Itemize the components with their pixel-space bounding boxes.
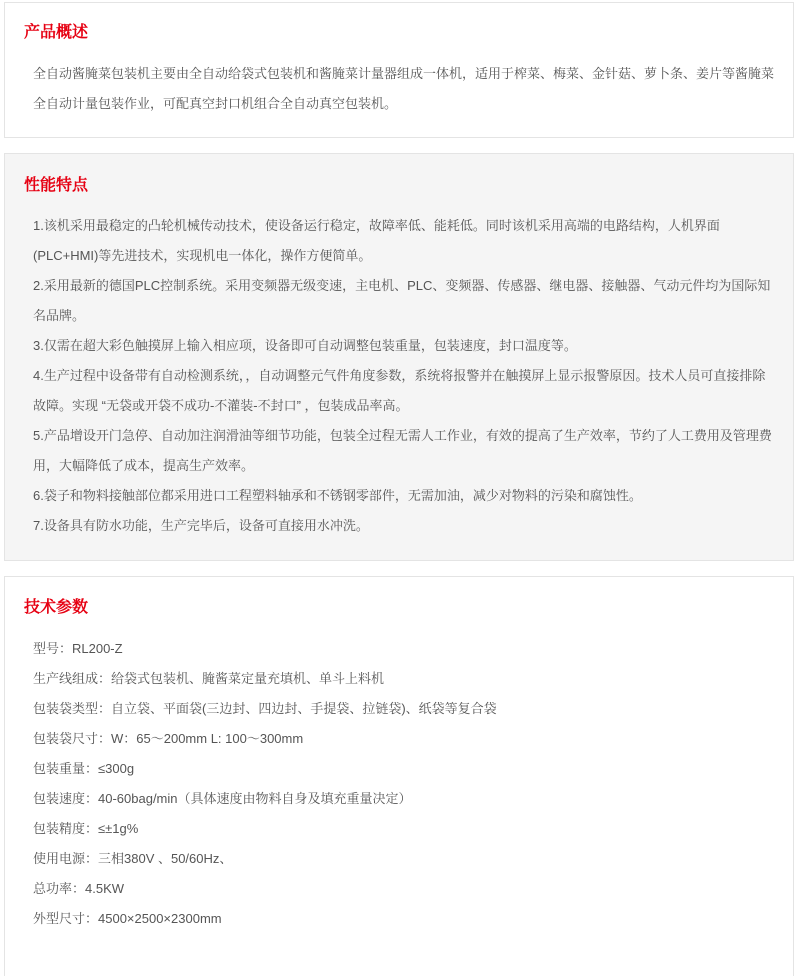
overview-text: 全自动酱腌菜包装机主要由全自动给袋式包装机和酱腌菜计量器组成一体机，适用于榨菜、梅菜、金针菇、萝卜条、姜片等酱腌菜全自动计量包装作业，可配真空封口机组合全自动真空包装机。	[33, 66, 775, 111]
feature-item: 3.仅需在超大彩色触摸屏上输入相应项，设备即可自动调整包装重量，包装速度，封口温度等。	[33, 338, 577, 353]
spec-item-power-supply: 使用电源：三相380V 、50/60Hz、	[33, 851, 233, 866]
spec-item-bag-type: 包装袋类型：自立袋、平面袋(三边封、四边封、手提袋、拉链袋)、纸袋等复合袋	[33, 701, 497, 716]
specs-title: 技术参数	[24, 599, 89, 616]
spec-item-speed: 包装速度：40-60bag/min（具体速度由物料自身及填充重量决定）	[33, 791, 412, 806]
overview-title: 产品概述	[24, 24, 89, 41]
feature-item: 2.采用最新的德国PLC控制系统。采用变频器无级变速，主电机、PLC、变频器、传感器、继电器、接触器、气动元件均为国际知名品牌。	[33, 278, 771, 323]
feature-item: 7.设备具有防水功能，生产完毕后，设备可直接用水冲洗。	[33, 518, 369, 533]
spec-item-bag-size: 包装袋尺寸：W：65～200mm L: 100～300mm	[33, 731, 304, 746]
spec-item-line-composition: 生产线组成：给袋式包装机、腌酱菜定量充填机、单斗上料机	[33, 671, 385, 686]
performance-features-section	[4, 153, 794, 561]
feature-item: 1.该机采用最稳定的凸轮机械传动技术，使设备运行稳定，故障率低、能耗低。同时该机采用高端的电路结构，人机界面(PLC+HMI)等先进技术，实现机电一体化，操作方便简单。	[33, 218, 720, 263]
technical-parameters-section	[4, 576, 794, 976]
features-title: 性能特点	[24, 177, 89, 194]
feature-item: 4.生产过程中设备带有自动检测系统，，自动调整元气件角度参数，系统将报警并在触摸屏上显示报警原因。技术人员可直接排除故障。实现 “无袋或开袋不成功-不灌装-不封口” ，包装成品率高。	[33, 368, 766, 413]
product-overview-section	[4, 2, 794, 138]
spec-item-precision: 包装精度：≤±1g%	[33, 821, 139, 836]
spec-item-total-power: 总功率：4.5KW	[33, 881, 125, 896]
spec-list	[33, 634, 773, 934]
spec-item-model: 型号：RL200-Z	[33, 641, 123, 656]
feature-list	[33, 211, 778, 541]
feature-item: 6.袋子和物料接触部位都采用进口工程塑料轴承和不锈钢零部件，无需加油，减少对物料的污染和腐蚀性。	[33, 488, 642, 503]
feature-item: 5.产品增设开门急停、自动加注润滑油等细节功能，包装全过程无需人工作业，有效的提高了生产效率，节约了人工费用及管理费用，大幅降低了成本，提高生产效率。	[33, 428, 772, 473]
spec-item-dimensions: 外型尺寸：4500×2500×2300mm	[33, 911, 222, 926]
spec-item-weight: 包装重量：≤300g	[33, 761, 135, 776]
